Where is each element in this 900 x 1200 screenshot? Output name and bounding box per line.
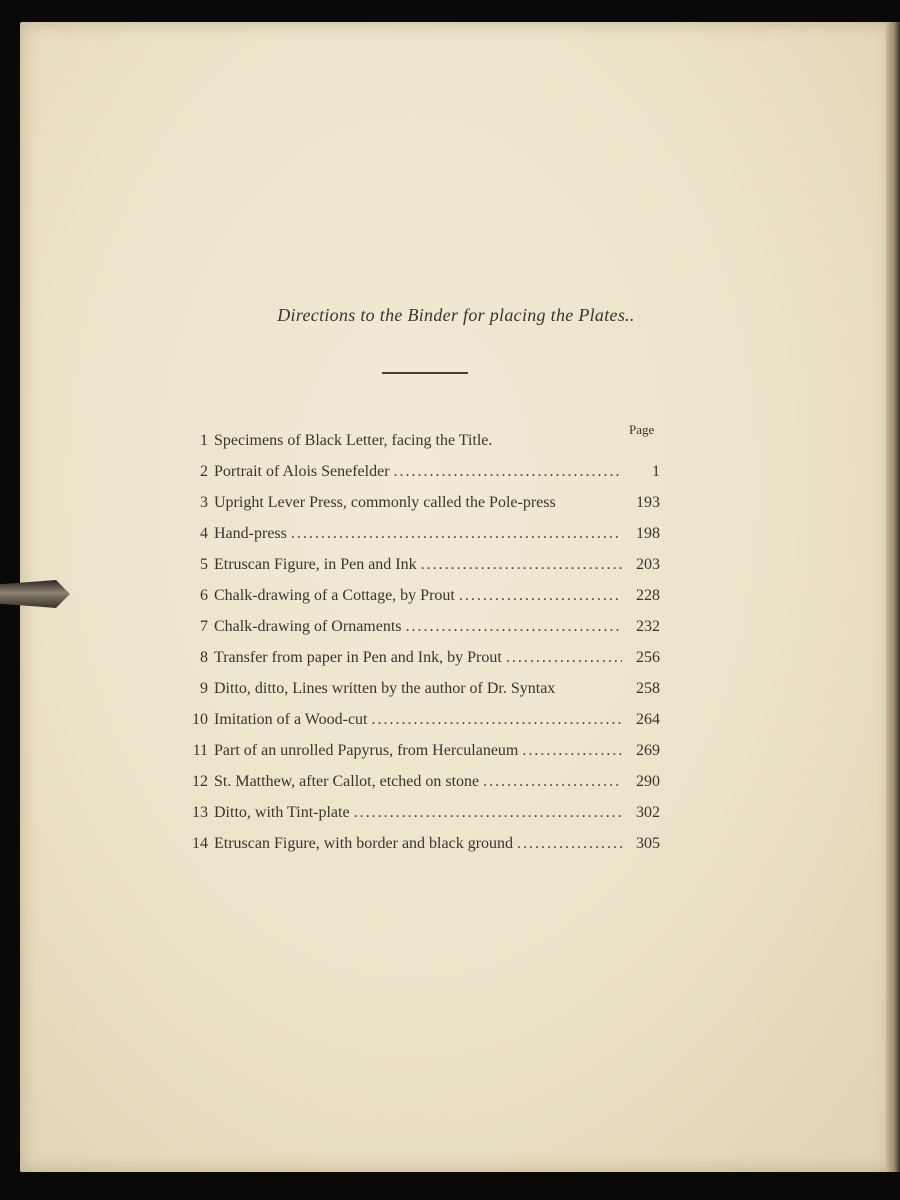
plate-number: 4 [200, 525, 208, 542]
plate-title: Ditto, with Tint-plate [214, 804, 350, 821]
plate-title: Chalk-drawing of a Cottage, by Prout [214, 587, 455, 604]
plate-number: 7 [200, 618, 208, 635]
plate-number: 13 [192, 804, 208, 821]
leader-dots [354, 804, 622, 822]
plate-number: 10 [192, 711, 208, 728]
plate-number: 6 [200, 587, 208, 604]
leader-dots [291, 525, 622, 543]
plate-page: 228 [636, 587, 660, 604]
plate-page: 269 [636, 742, 660, 759]
leader-dots [372, 711, 623, 729]
plate-page: 305 [636, 835, 660, 852]
plate-row [178, 711, 660, 735]
plate-row [178, 742, 660, 766]
plate-page: 232 [636, 618, 660, 635]
book-page [20, 22, 892, 1172]
leader-dots [483, 773, 622, 791]
leader-dots [394, 463, 622, 481]
plate-title: Ditto, ditto, Lines written by the author of Dr. Syntax [214, 680, 556, 697]
plate-page: 302 [636, 804, 660, 821]
plate-page: 198 [636, 525, 660, 542]
leader-dots [459, 587, 622, 605]
plate-title: Etruscan Figure, in Pen and Ink [214, 556, 417, 573]
plate-title: Specimens of Black Letter, facing the Title. [214, 432, 493, 449]
plate-row [178, 432, 660, 456]
plate-title: Portrait of Alois Senefelder [214, 463, 390, 480]
plate-title: Chalk-drawing of Ornaments [214, 618, 402, 635]
plate-row [178, 525, 660, 549]
plate-page: 193 [636, 494, 660, 511]
plate-row [178, 587, 660, 611]
leader-dots [506, 649, 622, 667]
plate-title: Part of an unrolled Papyrus, from Herculaneum [214, 742, 519, 759]
heading-rule [382, 372, 468, 374]
plate-page: 256 [636, 649, 660, 666]
plate-row [178, 494, 660, 518]
plate-number: 11 [192, 742, 208, 759]
plate-title: Imitation of a Wood-cut [214, 711, 368, 728]
plate-page: 290 [636, 773, 660, 790]
plate-row [178, 804, 660, 828]
leader-dots [406, 618, 622, 636]
plate-row [178, 556, 660, 580]
pencil-pointer [0, 580, 70, 608]
plate-row [178, 773, 660, 797]
plate-number: 3 [200, 494, 208, 511]
plate-row [178, 463, 660, 487]
plate-page: 258 [636, 680, 660, 697]
plate-page: 1 [652, 463, 660, 480]
plate-page: 203 [636, 556, 660, 573]
plate-number: 14 [192, 835, 208, 852]
page-edge [886, 22, 900, 1172]
plate-page: 264 [636, 711, 660, 728]
plate-title: Etruscan Figure, with border and black ground [214, 835, 514, 852]
page-heading: Directions to the Binder for placing the Plates.. [277, 305, 635, 325]
plate-title: Upright Lever Press, commonly called the Pole-press [214, 494, 556, 511]
plate-row [178, 680, 660, 704]
plate-row [178, 618, 660, 642]
plate-number: 8 [200, 649, 208, 666]
plate-number: 9 [200, 680, 208, 697]
plate-title: Hand-press [214, 525, 287, 542]
leader-dots [522, 742, 622, 760]
plate-number: 1 [200, 432, 208, 449]
plate-number: 2 [200, 463, 208, 480]
plate-title: Transfer from paper in Pen and Ink, by Prout [214, 649, 502, 666]
leader-dots [421, 556, 622, 574]
page-column-label: Page [629, 422, 655, 437]
plate-number: 5 [200, 556, 208, 573]
plate-row [178, 835, 660, 859]
plate-title: St. Matthew, after Callot, etched on stone [214, 773, 480, 790]
plate-number: 12 [192, 773, 208, 790]
leader-dots [517, 835, 622, 853]
plate-row [178, 649, 660, 673]
